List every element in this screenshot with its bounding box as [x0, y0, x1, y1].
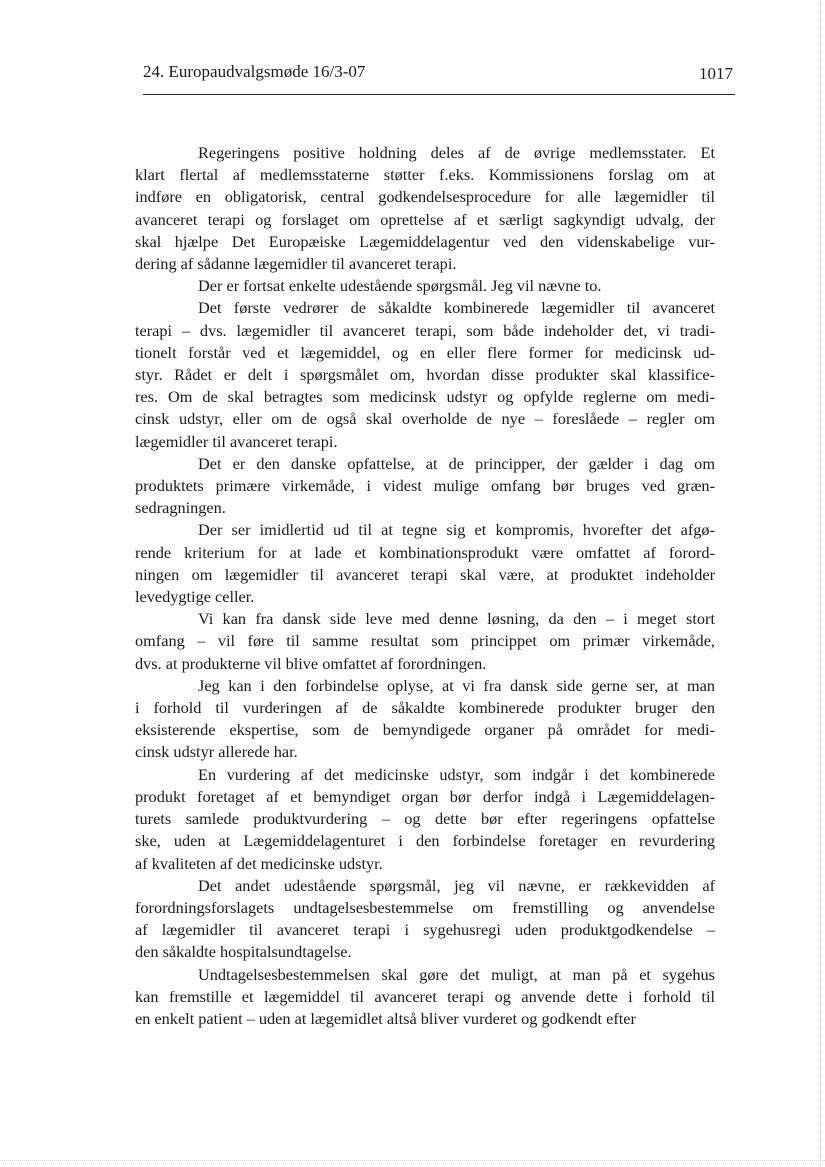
text-line: avanceret terapi og forslaget om oprettelse af et særligt sagkyndigt udvalg, der [135, 209, 715, 229]
scan-bottom-dots [0, 1160, 825, 1161]
text-line: Det første vedrører de såkaldte kombinerede lægemidler til avanceret [198, 298, 715, 318]
text-line: eksisterende ekspertise, som de bemyndigede organer på området for medi- [135, 720, 715, 740]
text-line: En vurdering af det medicinske udstyr, som indgår i det kombinerede [198, 764, 715, 784]
text-line: Undtagelsesbestemmelsen skal gøre det muligt, at man på et sygehus [198, 964, 715, 984]
text-line: styr. Rådet er delt i spørgsmålet om, hvordan disse produkter skal klassifice- [135, 365, 715, 385]
text-line: rende kriterium for at lade et kombinationsprodukt være omfattet af forord- [135, 542, 715, 562]
text-line: tionelt forstår ved et lægemiddel, og en eller flere former for medicinsk ud- [135, 342, 715, 362]
text-line: ske, uden at Lægemiddelagenturet i den forbindelse foretager en revurdering [135, 831, 715, 851]
text-line: cinsk udstyr allerede har. [135, 742, 298, 762]
text-line: Der er fortsat enkelte udestående spørgsmål. Jeg vil nævne to. [198, 276, 602, 296]
text-line: klart flertal af medlemsstaterne støtter f.eks. Kommissionens forslag om at [135, 165, 715, 185]
running-header-title: 24. Europaudvalgsmøde 16/3-07 [143, 62, 366, 81]
text-line: kan fremstille et lægemiddel til avanceret terapi og anvende dette i forhold til [135, 986, 715, 1006]
text-line: Vi kan fra dansk side leve med denne løsning, da den – i meget stort [198, 609, 715, 629]
text-line: skal hjælpe Det Europæiske Lægemiddelagentur ved den videnskabelige vur- [135, 231, 715, 251]
text-line: sedragningen. [135, 498, 226, 518]
text-line: dvs. at produkterne vil blive omfattet af forordningen. [135, 653, 487, 673]
text-line: i forhold til vurderingen af de såkaldte kombinerede produkter bruger den [135, 698, 715, 718]
text-line: af lægemidler til avanceret terapi i sygehusregi uden produktgodkendelse – [135, 920, 715, 940]
text-line: omfang – vil føre til samme resultat som princippet om primær virkemåde, [135, 631, 715, 651]
text-line: cinsk udstyr, eller om de også skal overholde de nye – foreslåede – regler om [135, 409, 715, 429]
text-line: turets samlede produktvurdering – og dette bør efter regeringens opfattelse [135, 809, 715, 829]
text-line: af kvaliteten af det medicinske udstyr. [135, 853, 383, 873]
text-line: lægemidler til avanceret terapi. [135, 431, 338, 451]
text-line: produkt foretaget af et bemyndiget organ bør derfor indgå i Lægemiddelagen- [135, 786, 715, 806]
header-rule [143, 94, 735, 95]
text-line: forordningsforslagets undtagelsesbestemmelse om fremstilling og anvendelse [135, 897, 715, 917]
page-header [143, 62, 735, 90]
text-line: en enkelt patient – uden at lægemidlet altså bliver vurderet og godkendt efter [135, 1008, 636, 1028]
body-text [135, 142, 715, 1030]
text-line: dering af sådanne lægemidler til avanceret terapi. [135, 254, 457, 274]
text-line: ningen om lægemidler til avanceret terapi skal være, at produktet indeholder [135, 564, 715, 584]
text-line: Det andet udestående spørgsmål, jeg vil nævne, er rækkevidden af [198, 875, 715, 895]
text-line: Regeringens positive holdning deles af de øvrige medlemsstater. Et [198, 143, 715, 162]
text-line: levedygtige celler. [135, 587, 255, 607]
text-line: terapi – dvs. lægemidler til avanceret terapi, som både indeholder det, vi tradi- [135, 320, 715, 340]
text-line: res. Om de skal betragtes som medicinsk udstyr og opfylde reglerne om medi- [135, 387, 715, 407]
text-line: Det er den danske opfattelse, at de principper, der gælder i dag om [198, 453, 715, 473]
page-number: 1017 [699, 64, 733, 83]
text-line: Jeg kan i den forbindelse oplyse, at vi fra dansk side gerne ser, at man [198, 675, 715, 695]
scan-edge-dots [819, 0, 821, 1167]
text-line: indføre en obligatorisk, central godkendelsesprocedure for alle lægemidler til [135, 187, 715, 207]
text-line: den såkaldte hospitalsundtagelse. [135, 942, 352, 962]
text-line: produktets primære virkemåde, i videst mulige omfang bør bruges ved græn- [135, 476, 715, 496]
text-line: Der ser imidlertid ud til at tegne sig et kompromis, hvorefter det afgø- [198, 520, 715, 540]
